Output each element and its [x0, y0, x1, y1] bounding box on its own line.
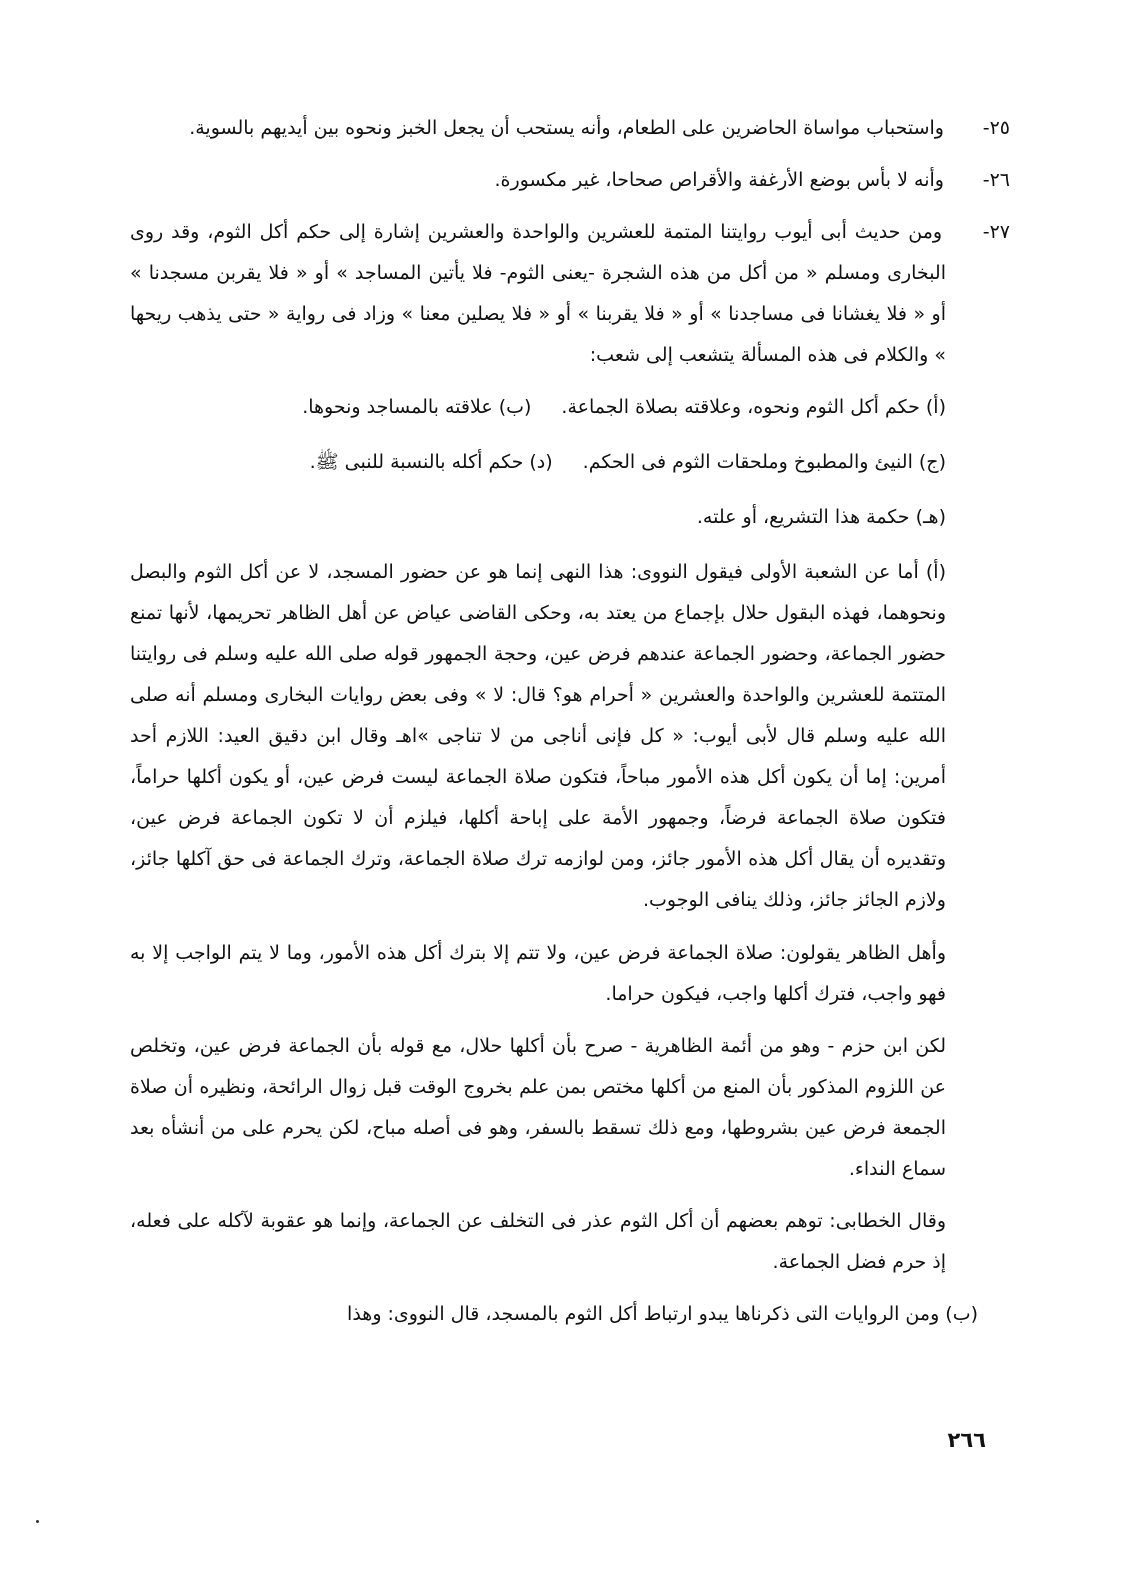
paragraph-ba: (ب) ومن الروايات التى ذكرناها يبدو ارتباط أكل الثوم بالمسجد، قال النووى: وهذا — [347, 1303, 978, 1325]
branches-row-3 — [130, 497, 946, 538]
list-item-25 — [130, 108, 1010, 149]
scan-speck — [36, 1520, 39, 1523]
branches-row-1 — [130, 387, 946, 428]
page-body — [130, 108, 1010, 1346]
paragraph-ibn-hazm: لكن ابن حزم - وهو من أئمة الظاهرية - صرح بأن أكلها حلال، مع قوله بأن الجماعة فرض عين، وتخلص عن اللزوم المذكور بأن المنع من أكلها مختص بمن علم بخروج الوقت قبل زوال الرائحة، ونظيره أن صلاة الجمعة فرض عين بشروطها، ومع ذلك تسقط بالسفر، وهو فى أصله مباح، لكن يحرم على من أنشأه بعد سماع النداء. — [130, 1035, 946, 1180]
list-item-26 — [130, 160, 1010, 201]
branch-ha: (هـ) حكمة هذا التشريع، أو علته. — [696, 506, 946, 528]
page-number: ٢٦٦ — [947, 1428, 986, 1452]
item-text: وأنه لا بأس بوضع الأرغفة والأقراص صحاحا، غير مكسورة. — [494, 169, 944, 191]
item-number: ٢٥- — [982, 117, 1010, 139]
item-number: ٢٦- — [982, 169, 1010, 191]
item-number: ٢٧- — [982, 221, 1010, 243]
branch-alif: (أ) حكم أكل الثوم ونحوه، وعلاقته بصلاة الجماعة. — [561, 396, 946, 418]
paragraph-zahir: وأهل الظاهر يقولون: صلاة الجماعة فرض عين، ولا تتم إلا بترك أكل هذه الأمور، وما لا يتم الواجب إلا به فهو واجب، فترك أكلها واجب، فيكون حراما. — [130, 942, 946, 1005]
paragraph-alif: (أ) أما عن الشعبة الأولى فيقول النووى: هذا النهى إنما هو عن حضور المسجد، لا عن أكل الثوم والبصل ونحوهما، فهذه البقول حلال بإجماع من يعتد به، وحكى القاضى عياض عن أهل الظاهر تحريمها، لأنها تمنع حضور الجماعة، وحضور الجماعة عندهم فرض عين، وحجة الجمهور قوله صلى الله عليه وسلم فى روايتنا المتتمة للعشرين والواحدة والعشرين « أحرام هو؟ قال: لا » وفى بعض روايات البخارى ومسلم أنه صلى الله عليه وسلم قال لأبى أيوب: « كل فإنى أناجى من لا تناجى »اهـ وقال ابن دقيق العيد: اللازم أحد أمرين: إما أن يكون أكل هذه الأمور مباحاً، فتكون صلاة الجماعة ليست فرض عين، أو يكون أكلها حراماً، فتكون صلاة الجماعة فرضاً، وجمهور الأمة على إباحة أكلها، فيلزم أن لا تكون الجماعة فرض عين، وتقديره أن يقال أكل هذه الأمور جائز، ومن لوازمه ترك صلاة الجماعة، وترك الجماعة فى حق آكلها جائز، ولازم الجائز جائز، وذلك ينافى الوجوب. — [130, 561, 946, 911]
paragraph-khattabi: وقال الخطابى: توهم بعضهم أن أكل الثوم عذر فى التخلف عن الجماعة، وإنما هو عقوبة لآكله على فعله، إذ حرم فضل الجماعة. — [130, 1210, 946, 1273]
branch-dal: (د) حكم أكله بالنسبة للنبى ﷺ. — [309, 451, 553, 473]
item-text: ومن حديث أبى أيوب روايتنا المتمة للعشرين والواحدة والعشرين إشارة إلى حكم أكل الثوم، وقد روى البخارى ومسلم « من أكل من هذه الشجرة -يعنى الثوم- فلا يأتين المساجد » أو « فلا يقربن مسجدنا » أو « فلا يغشانا فى مساجدنا » أو « فلا يقربنا » أو « فلا يصلين معنا » وزاد فى رواية « حتى يذهب ريحها » والكلام فى هذه المسألة يتشعب إلى شعب: — [130, 221, 946, 366]
item-text: واستحباب مواساة الحاضرين على الطعام، وأنه يستحب أن يجعل الخبز ونحوه بين أيديهم بالسوية. — [189, 117, 944, 139]
branch-ba: (ب) علاقته بالمساجد ونحوها. — [302, 396, 532, 418]
branches-list — [130, 387, 978, 538]
branch-jim: (ج) النيئ والمطبوخ وملحقات الثوم فى الحكم. — [582, 451, 946, 473]
branches-row-2 — [130, 442, 946, 483]
list-item-27 — [130, 212, 1010, 376]
